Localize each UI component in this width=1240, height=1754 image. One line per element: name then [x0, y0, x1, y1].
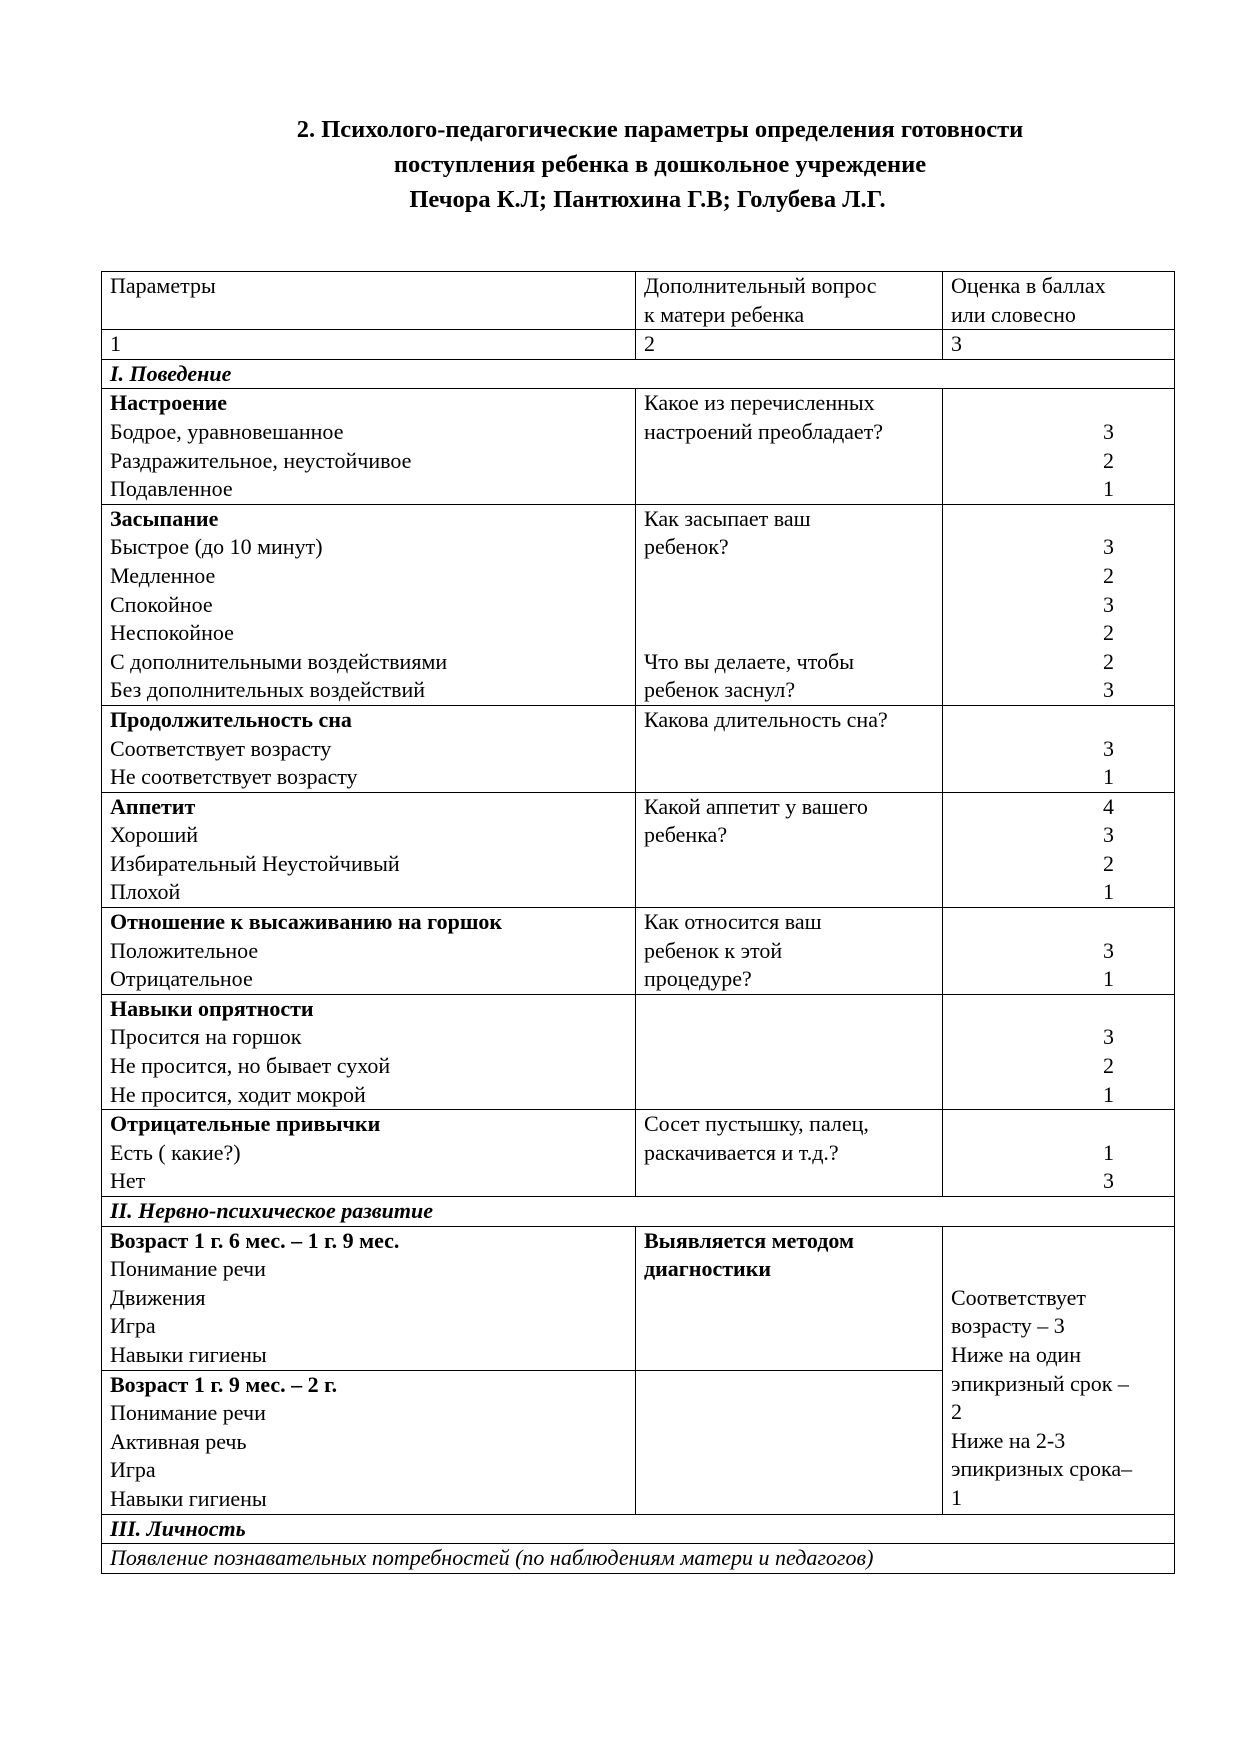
sleep-onset-question: Как засыпает ваш ребенок? Что вы делаете, чтобы ребенок заснул? — [636, 504, 943, 705]
col-number-3: 3 — [943, 330, 1175, 360]
potty-title: Отношение к высаживанию на горшок — [110, 909, 503, 935]
score: 1 — [1103, 764, 1114, 790]
score: 3 — [1103, 937, 1114, 963]
score: 1 — [1103, 476, 1114, 502]
mood-params — [102, 389, 636, 504]
score: 3 — [1103, 534, 1114, 560]
score: 3 — [1103, 1024, 1114, 1050]
table-row-cognitive-needs — [102, 1544, 1175, 1574]
score: 1 — [1103, 1139, 1114, 1165]
sleep-duration-params — [102, 705, 636, 792]
appetite-params — [102, 792, 636, 907]
habits-params — [102, 1110, 636, 1197]
list-item: Не просится, ходит мокрой — [110, 1081, 366, 1107]
list-item: Бодрое, уравновешанное — [110, 418, 344, 444]
list-item: Неспокойное — [110, 620, 234, 646]
sleep-onset-params — [102, 504, 636, 705]
column-number-row — [102, 330, 1175, 360]
mood-question: Какое из перечисленных настроений преобладает? — [636, 389, 943, 504]
list-item: Игра — [110, 1457, 156, 1483]
score: 3 — [1103, 677, 1114, 703]
col-number-1: 1 — [102, 330, 636, 360]
table-row-sleep-duration — [102, 705, 1175, 792]
title-line-2: поступления ребенка в дошкольное учреждение — [393, 151, 927, 178]
table-row-appetite — [102, 792, 1175, 907]
list-item: Медленное — [110, 562, 216, 588]
sleep-duration-question: Какова длительность сна? — [636, 705, 943, 792]
age2-title: Возраст 1 г. 9 мес. – 2 г. — [110, 1371, 338, 1397]
tidiness-question — [636, 994, 943, 1109]
score: 2 — [1103, 850, 1114, 876]
list-item: Раздражительное, неустойчивое — [110, 447, 412, 473]
table-row-sleep-onset — [102, 504, 1175, 705]
tidiness-scores — [943, 994, 1175, 1109]
appetite-question: Какой аппетит у вашего ребенка? — [636, 792, 943, 907]
list-item: Не просится, но бывает сухой — [110, 1053, 391, 1079]
list-item: Навыки гигиены — [110, 1341, 267, 1367]
list-item: Понимание речи — [110, 1400, 266, 1426]
age1-method: Выявляется методом диагностики — [636, 1226, 943, 1370]
list-item: Избирательный Неустойчивый — [110, 850, 400, 876]
list-item: Отрицательное — [110, 966, 253, 992]
score: 3 — [1103, 735, 1114, 761]
title-authors: Печора К.Л; Пантюхина Г.В; Голубева Л.Г. — [409, 186, 886, 213]
score: 3 — [1103, 591, 1114, 617]
list-item: Подавленное — [110, 476, 233, 502]
section-row-personality — [102, 1514, 1175, 1544]
list-item: Игра — [110, 1313, 156, 1339]
header-question: Дополнительный вопрос к матери ребенка — [636, 272, 943, 330]
list-item: Движения — [110, 1284, 206, 1310]
cognitive-needs-row: Появление познавательных потребностей (по наблюдениям матери и педагогов) — [102, 1544, 1175, 1574]
list-item: Навыки гигиены — [110, 1485, 267, 1511]
mood-title: Настроение — [110, 390, 228, 416]
sleep-duration-scores — [943, 705, 1175, 792]
section-title-behavior: I. Поведение — [102, 359, 1175, 389]
score: 3 — [1103, 418, 1114, 444]
score: 4 — [1103, 793, 1114, 819]
table-row-potty — [102, 908, 1175, 995]
list-item: Активная речь — [110, 1428, 247, 1454]
list-item: Соответствует возрасту — [110, 735, 332, 761]
list-item: Быстрое (до 10 минут) — [110, 534, 323, 560]
list-item: С дополнительными воздействиями — [110, 648, 448, 674]
section-title-personality: III. Личность — [102, 1514, 1175, 1544]
age1-title: Возраст 1 г. 6 мес. – 1 г. 9 мес. — [110, 1227, 400, 1253]
col-number-2: 2 — [636, 330, 943, 360]
score: 1 — [1103, 966, 1114, 992]
section-row-behavior — [102, 359, 1175, 389]
list-item: Хороший — [110, 822, 198, 848]
age1-params — [102, 1226, 636, 1370]
section-row-development — [102, 1197, 1175, 1227]
list-item: Просится на горшок — [110, 1024, 302, 1050]
list-item: Есть ( какие?) — [110, 1139, 241, 1165]
table-row-habits — [102, 1110, 1175, 1197]
table-row-tidiness — [102, 994, 1175, 1109]
potty-question: Как относится ваш ребенок к этой процедуре? — [636, 908, 943, 995]
table-row-age-1 — [102, 1226, 1175, 1370]
sleep-onset-title: Засыпание — [110, 505, 219, 531]
tidiness-title: Навыки опрятности — [110, 995, 314, 1021]
habits-title: Отрицательные привычки — [110, 1111, 381, 1137]
list-item: Без дополнительных воздействий — [110, 677, 426, 703]
document-title — [100, 112, 1160, 217]
score: 3 — [1103, 1168, 1114, 1194]
list-item: Не соответствует возрасту — [110, 764, 358, 790]
list-item: Положительное — [110, 937, 259, 963]
sleep-onset-scores — [943, 504, 1175, 705]
habits-scores — [943, 1110, 1175, 1197]
development-scores: Соответствует возрасту – 3 Ниже на один эпикризный срок – 2 Ниже на 2-3 эпикризных срока– 1 — [943, 1226, 1175, 1514]
mood-scores — [943, 389, 1175, 504]
score: 2 — [1103, 562, 1114, 588]
sleep-duration-title: Продолжительность сна — [110, 706, 352, 732]
score: 3 — [1103, 822, 1114, 848]
table-header-row — [102, 272, 1175, 330]
age2-method — [636, 1370, 943, 1514]
table-row-mood — [102, 389, 1175, 504]
score: 2 — [1103, 620, 1114, 646]
appetite-scores — [943, 792, 1175, 907]
appetite-title: Аппетит — [110, 793, 196, 819]
list-item: Понимание речи — [110, 1256, 266, 1282]
score: 2 — [1103, 648, 1114, 674]
potty-params — [102, 908, 636, 995]
section-title-development: II. Нервно-психическое развитие — [102, 1197, 1175, 1227]
list-item: Спокойное — [110, 591, 213, 617]
score: 2 — [1103, 1053, 1114, 1079]
habits-question: Сосет пустышку, палец, раскачивается и т.д.? — [636, 1110, 943, 1197]
title-line-1: 2. Психолого-педагогические параметры определения готовности — [296, 116, 1024, 143]
list-item: Плохой — [110, 879, 181, 905]
list-item: Нет — [110, 1168, 146, 1194]
header-parameters: Параметры — [102, 272, 636, 330]
score: 1 — [1103, 1081, 1114, 1107]
score: 1 — [1103, 879, 1114, 905]
header-score: Оценка в баллах или словесно — [943, 272, 1175, 330]
tidiness-params — [102, 994, 636, 1109]
age2-params — [102, 1370, 636, 1514]
potty-scores — [943, 908, 1175, 995]
parameters-table — [101, 271, 1175, 1574]
score: 2 — [1103, 447, 1114, 473]
